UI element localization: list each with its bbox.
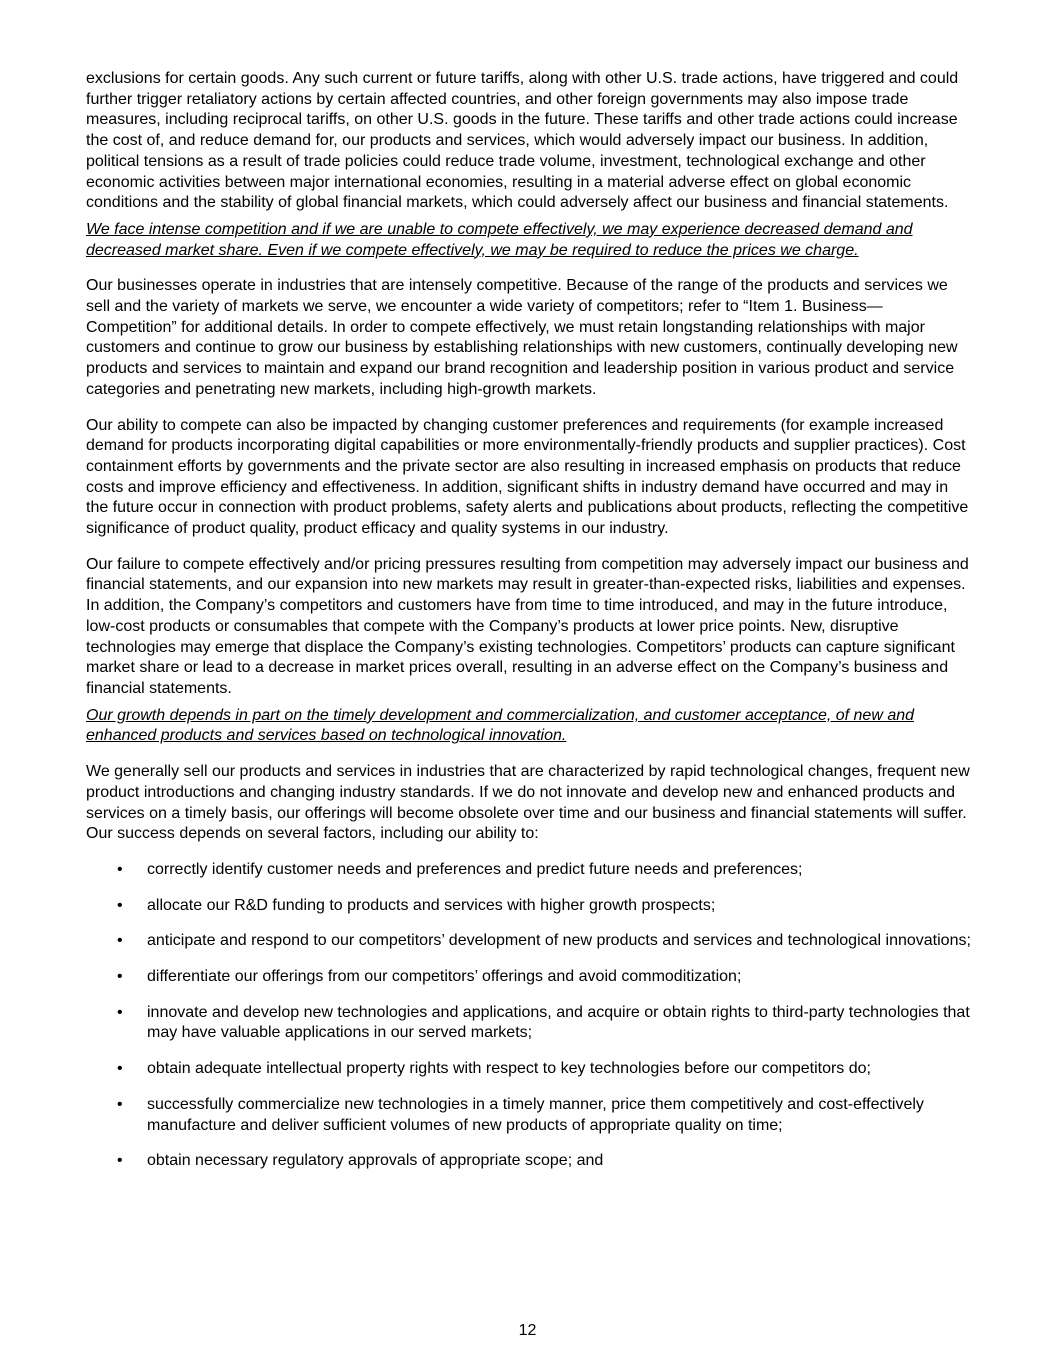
list-item-text: successfully commercialize new technologies in a timely manner, price them competitively and cost-effectively manufacture and deliver sufficient volumes of new products of appropriate quality on time; bbox=[147, 1095, 924, 1134]
list-item-text: differentiate our offerings from our competitors’ offerings and avoid commoditization; bbox=[147, 968, 742, 986]
list-item bbox=[86, 896, 971, 917]
list-item-text: innovate and develop new technologies and applications, and acquire or obtain rights to third-party technologies that may have valuable applications in our served markets; bbox=[147, 1003, 970, 1042]
paragraph-competition-1: Our businesses operate in industries that are intensely competitive. Because of the range of the products and services we sell and the variety of markets we serve, we encounter a wide variety of competitors; refer to “Item 1. Business—Competition” for additional details. In order to compete effectively, we must retain longstanding relationships with major customers and continue to grow our business by establishing relationships with new customers, continually developing new products and services to maintain and expand our brand recognition and leadership position in various product and service categories and penetrating new markets, including high-growth markets. bbox=[86, 277, 958, 398]
success-factors-list bbox=[86, 860, 971, 1172]
bullet-icon: • bbox=[117, 896, 123, 914]
list-item-text: correctly identify customer needs and preferences and predict future needs and preferences; bbox=[147, 860, 803, 878]
page-content bbox=[86, 69, 971, 1187]
paragraph-competition-3: Our failure to compete effectively and/or pricing pressures resulting from competition may adversely impact our business and financial statements, and our expansion into new markets may result in greater-than-expected risks, liabilities and expenses. In addition, the Company’s competitors and customers have from time to time introduced, and may in the future introduce, low-cost products or consumables that compete with the Company’s products at lower price points. New, disruptive technologies may emerge that displace the Company’s existing technologies. Competitors’ products can capture significant market share or lead to a decrease in market prices overall, resulting in an adverse effect on the Company’s business and financial statements. bbox=[86, 555, 969, 697]
bullet-icon: • bbox=[117, 932, 123, 950]
list-item-text: allocate our R&D funding to products and services with higher growth prospects; bbox=[147, 896, 716, 914]
bullet-icon: • bbox=[117, 1152, 123, 1170]
list-item-text: obtain necessary regulatory approvals of appropriate scope; and bbox=[147, 1152, 604, 1170]
list-item-text: anticipate and respond to our competitors’ development of new products and services and technological innovations; bbox=[147, 932, 971, 950]
bullet-icon: • bbox=[117, 968, 123, 986]
page-number: 12 bbox=[518, 1322, 537, 1339]
bullet-icon: • bbox=[117, 1060, 123, 1078]
bullet-icon: • bbox=[117, 860, 123, 878]
heading-competition: We face intense competition and if we are unable to compete effectively, we may experience decreased demand and decreased market share. Even if we compete effectively, we may be required to reduce the prices we charge. bbox=[86, 220, 913, 259]
paragraph-competition-2: Our ability to compete can also be impacted by changing customer preferences and requirements (for example increased demand for products incorporating digital capabilities or more environmentally-friendly products and supplier practices). Cost containment efforts by governments and the private sector are also resulting in increased emphasis on products that reduce costs and improve efficiency and effectiveness. In addition, significant shifts in industry demand have occurred and may in the future occur in connection with product problems, safety alerts and publications about products, reflecting the competitive significance of product quality, product efficacy and quality systems in our industry. bbox=[86, 416, 969, 538]
bullet-icon: • bbox=[117, 1095, 123, 1113]
paragraph-tariffs-continued: exclusions for certain goods. Any such current or future tariffs, along with other U.S. trade actions, have triggered and could further trigger retaliatory actions by certain affected countries, and other foreign governments may also impose trade measures, including reciprocal tariffs, on other U.S. goods in the future. These tariffs and other trade actions could increase the cost of, and reduce demand for, our products and services, which would adversely impact our business. In addition, political tensions as a result of trade policies could reduce trade volume, investment, technological exchange and other economic activities between major international economies, resulting in a material adverse effect on global economic conditions and the stability of global financial markets, which could adversely affect our business and financial statements. bbox=[86, 70, 959, 212]
list-item bbox=[86, 1059, 971, 1080]
bullet-icon: • bbox=[117, 1003, 123, 1021]
list-item bbox=[86, 967, 971, 988]
list-item bbox=[86, 931, 971, 952]
list-item bbox=[86, 1151, 971, 1172]
list-item bbox=[86, 1095, 971, 1136]
paragraph-growth: We generally sell our products and services in industries that are characterized by rapid technological changes, frequent new product introductions and changing industry standards. If we do not innovate and develop new and enhanced products and services on a timely basis, our offerings will become obsolete over time and our business and financial statements will suffer. Our success depends on several factors, including our ability to: bbox=[86, 763, 970, 843]
list-item bbox=[86, 860, 971, 881]
list-item bbox=[86, 1003, 971, 1044]
heading-growth: Our growth depends in part on the timely development and commercialization, and customer acceptance, of new and enhanced products and services based on technological innovation. bbox=[86, 706, 915, 745]
list-item-text: obtain adequate intellectual property rights with respect to key technologies before our competitors do; bbox=[147, 1060, 871, 1078]
